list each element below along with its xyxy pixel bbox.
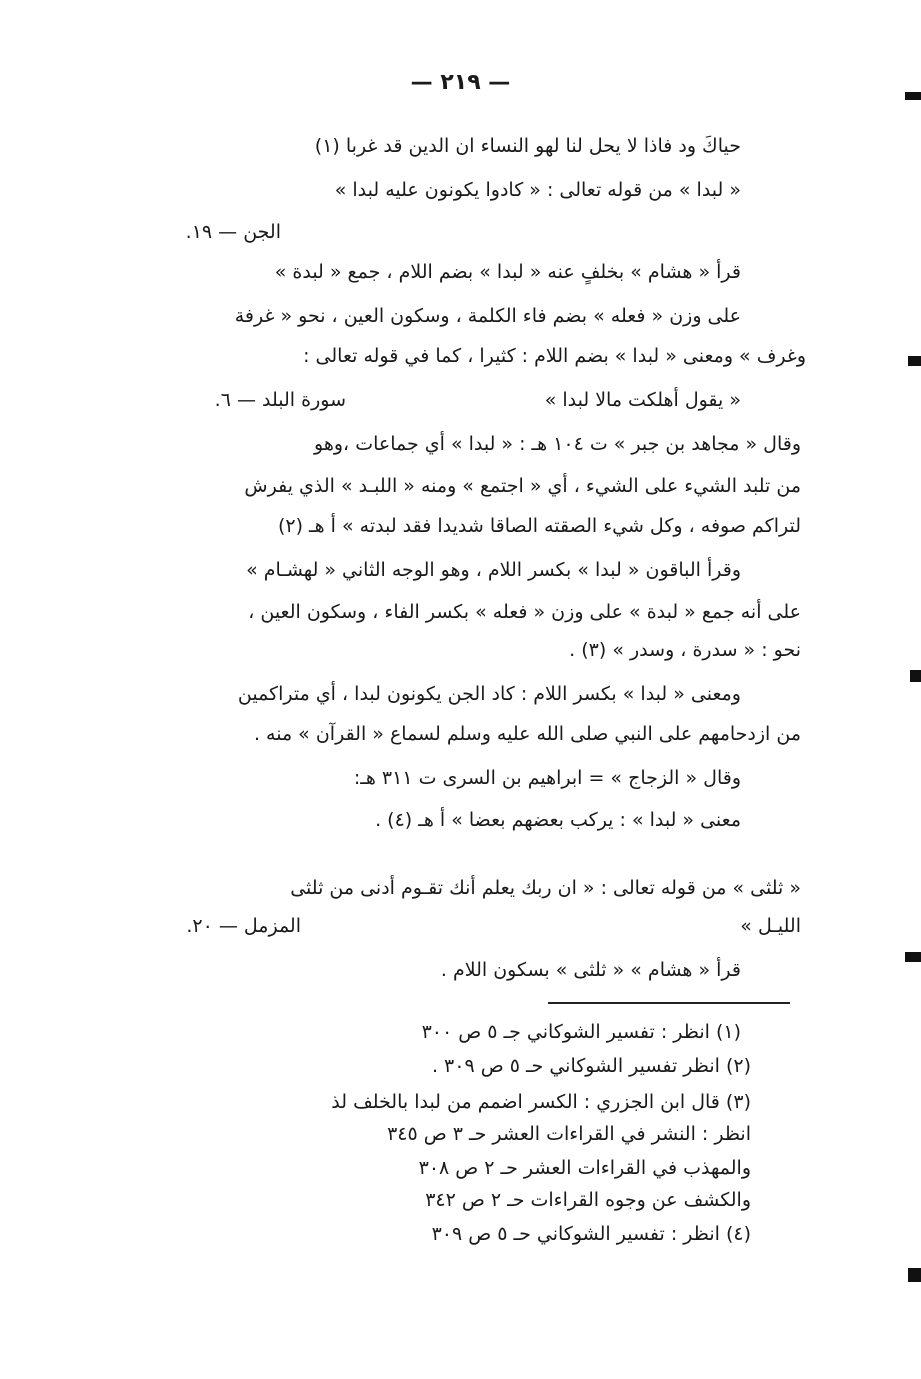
footnote: (١) انظر : تفسير الشوكاني جـ ٥ ص ٣٠٠: [421, 1021, 741, 1043]
text-line: على أنه جمع « لبدة » على وزن « فعله » بكسر الفاء ، وسكون العين ،: [248, 601, 801, 623]
text-line: وقال « الزجاج » = ابراهيم بن السرى ت ٣١١ هـ:: [353, 767, 741, 789]
page-number: — ٢١٩ —: [410, 70, 511, 95]
text-line: قرأ « هشام » « ثلثى » بسكون اللام .: [440, 959, 741, 981]
text-line: « لبدا » من قوله تعالى : « كادوا يكونون عليه لبدا »: [334, 179, 741, 201]
footnote: (٢) انظر تفسير الشوكاني حـ ٥ ص ٣٠٩ .: [431, 1055, 751, 1077]
scan-edge-mark: [910, 670, 921, 682]
text-line: ومعنى « لبدا » بكسر اللام : كاد الجن يكونون لبدا ، أي متراكمين: [237, 683, 741, 705]
scan-edge-mark: [908, 1268, 921, 1282]
text-line: وغرف » ومعنى « لبدا » بضم اللام : كثيرا ، كما في قوله تعالى :: [303, 345, 806, 367]
quran-reference: الجن — ١٩.: [185, 221, 281, 243]
scan-edge-mark: [905, 952, 921, 962]
text-line: لتراكم صوفه ، وكل شيء الصقته الصاقا شديدا فقد لبدته » أ هـ (٢): [277, 515, 801, 537]
footnote: والمهذب في القراءات العشر حـ ٢ ص ٣٠٨: [418, 1157, 751, 1179]
text-line: « ثلثى » من قوله تعالى : « ان ربك يعلم أنك تقـوم أدنى من ثلثى: [290, 877, 801, 899]
text-line: من تلبد الشيء على الشيء ، أي « اجتمع » ومنه « اللبـد » الذي يفرش: [244, 475, 801, 497]
scan-edge-mark: [908, 356, 921, 366]
text-line: قرأ « هشام » بخلفٍ عنه « لبدا » بضم اللام ، جمع « لبدة »: [274, 261, 741, 283]
quote-line: « يقول أهلكت مالا لبدا »: [544, 389, 741, 411]
footnote: (٣) قال ابن الجزري : الكسر اضمم من لبدا بالخلف لذ: [331, 1091, 751, 1113]
footnote-separator: [548, 1002, 790, 1004]
text-line: معنى « لبدا » : يركب بعضهم بعضا » أ هـ (٤) .: [375, 809, 741, 831]
footnote: انظر : النشر في القراءات العشر حـ ٣ ص ٣٤٥: [387, 1123, 751, 1145]
quran-reference: سورة البلد — ٦.: [214, 389, 346, 411]
quran-reference: المزمل — ٢٠.: [186, 915, 301, 937]
text-line: على وزن « فعله » بضم فاء الكلمة ، وسكون العين ، نحو « غرفة: [234, 305, 741, 327]
text-line: وقرأ الباقون « لبدا » بكسر اللام ، وهو الوجه الثاني « لهشـام »: [246, 559, 741, 581]
text-line: من ازدحامهم على النبي صلى الله عليه وسلم لسماع « القرآن » منه .: [253, 723, 801, 745]
text-line: الليـل »: [740, 915, 801, 937]
footnote: (٤) انظر : تفسير الشوكاني حـ ٥ ص ٣٠٩: [431, 1223, 751, 1245]
footnote: والكشف عن وجوه القراءات حـ ٢ ص ٣٤٢: [425, 1189, 751, 1211]
text-line: وقال « مجاهد بن جبر » ت ١٠٤ هـ : « لبدا » أي جماعات ،وهو: [314, 433, 801, 455]
verse-line: حياكَ ود فاذا لا يحل لنا لهو النساء ان الدين قد غربا (١): [314, 135, 741, 157]
scan-edge-mark: [905, 92, 921, 100]
text-line: نحو : « سدرة ، وسدر » (٣) .: [569, 639, 801, 661]
